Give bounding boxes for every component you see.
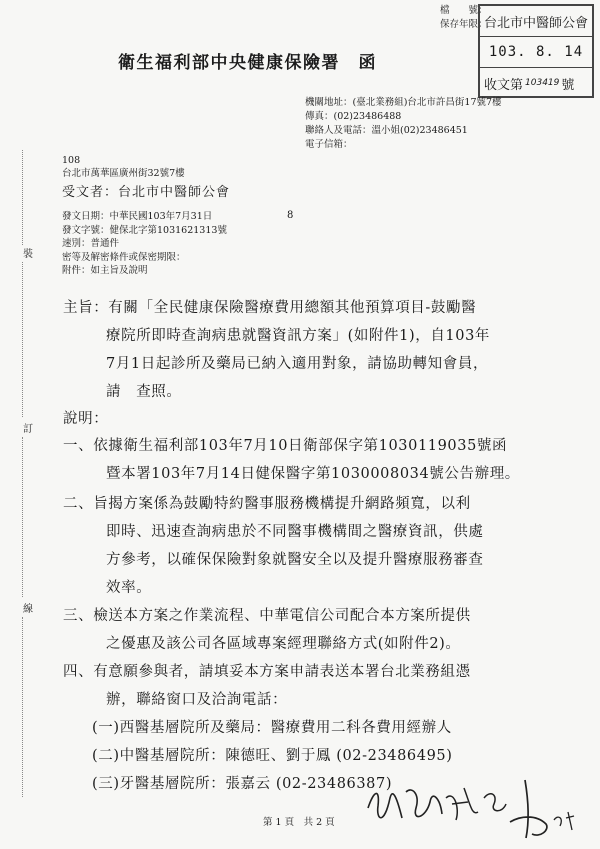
item2-line: 即時、迅速查詢病患於不同醫事機構間之醫療資訊，供處: [106, 524, 484, 540]
item1-line: 一、依據衛生福利部103年7月10日衛部保字第1030119035號函: [63, 438, 508, 454]
item3-line: 之優惠及該公司各區域專案經理聯絡方式(如附件2)。: [106, 636, 461, 652]
recipient-address: 台北市萬華區廣州街32號7樓: [62, 168, 185, 179]
document-meta: [62, 210, 227, 278]
stamp-org: 台北市中醫師公會: [480, 6, 592, 37]
speed: 速別：普通件: [62, 238, 120, 249]
item2-line: 效率。: [106, 580, 152, 596]
stamp-received: [480, 68, 592, 98]
margin-mark-line: 線: [23, 604, 33, 615]
subject-line: 療院所即時查詢病患就醫資訊方案」(如附件1)，自103年: [106, 328, 491, 344]
issue-date: 發文日期：中華民國103年7月31日: [62, 211, 213, 222]
margin-mark-bind: 裝: [23, 249, 33, 260]
stamp-received-prefix: 收文第: [484, 77, 524, 93]
margin-dotted-line: [22, 262, 24, 417]
margin-mark-staple: 訂: [23, 424, 33, 435]
item4-line: 四、有意願參與者，請填妥本方案申請表送本署台北業務組憑: [63, 664, 471, 680]
subject-line: 7月1日起診所及藥局已納入適用對象，請協助轉知會員，: [106, 356, 489, 372]
retention-label: 保存年限：: [440, 19, 488, 30]
secrecy: 密等及解密條件或保密期限：: [62, 251, 186, 263]
stamp-date: 103. 8. 14: [480, 37, 592, 68]
agency-address: 機關地址：(臺北業務組)台北市許昌街17號7樓: [305, 97, 502, 108]
agency-email: 電子信箱：: [305, 139, 353, 150]
agency-contact: 聯絡人及電話：溫小姐(02)23486451: [305, 125, 468, 136]
zip-code: 108: [62, 155, 81, 166]
received-stamp: [478, 4, 594, 98]
stamp-received-number: 103419: [525, 78, 560, 88]
recipient: 受文者：台北市中醫師公會: [62, 185, 231, 200]
attachment: 附件：如主旨及說明: [62, 265, 148, 276]
item2-line: 方參考，以確保保險對象就醫安全以及提升醫療服務審查: [106, 552, 484, 568]
handwritten-signature: [360, 768, 590, 846]
contact-line: (三)牙醫基層院所：張嘉云 (02-23486387): [92, 776, 393, 792]
margin-dotted-line: [22, 437, 24, 597]
stamp-received-suffix: 號: [561, 77, 575, 93]
contact-line: (二)中醫基層院所：陳德旺、劉于鳳 (02-23486495): [92, 748, 453, 764]
subject-line: 請 查照。: [106, 384, 182, 400]
item2-line: 二、旨揭方案係為鼓勵特約醫事服務機構提升網路頻寬，以利: [63, 496, 471, 512]
page-number: 第 1 頁 共 2 頁: [263, 817, 335, 828]
margin-dotted-line: [22, 617, 24, 797]
margin-dotted-line: [22, 150, 24, 245]
explanation-label: 說明：: [63, 411, 109, 427]
archive-label: 檔 號：: [440, 5, 488, 16]
agency-address-block: [305, 96, 502, 152]
item3-line: 三、檢送本方案之作業流程、中華電信公司配合本方案所提供: [63, 608, 471, 624]
issue-number: 發文字號：健保北字第1031621313號: [62, 224, 227, 236]
document-title: 衛生福利部中央健康保險署 函: [118, 53, 377, 73]
item1-line: 暨本署103年7月14日健保醫字第1030008034號公告辦理。: [106, 466, 520, 482]
item4-line: 辦，聯絡窗口及洽詢電話：: [106, 692, 288, 708]
subject-line: 主旨：有關「全民健康保險醫療費用總額其他預算項目-鼓勵醫: [63, 300, 477, 316]
recipient-zip-address: [62, 154, 185, 180]
agency-fax: 傳真：(02)23486488: [305, 111, 402, 122]
side-number: 8: [287, 210, 294, 221]
contact-line: (一)西醫基層院所及藥局：醫療費用二科各費用經辦人: [92, 720, 452, 736]
